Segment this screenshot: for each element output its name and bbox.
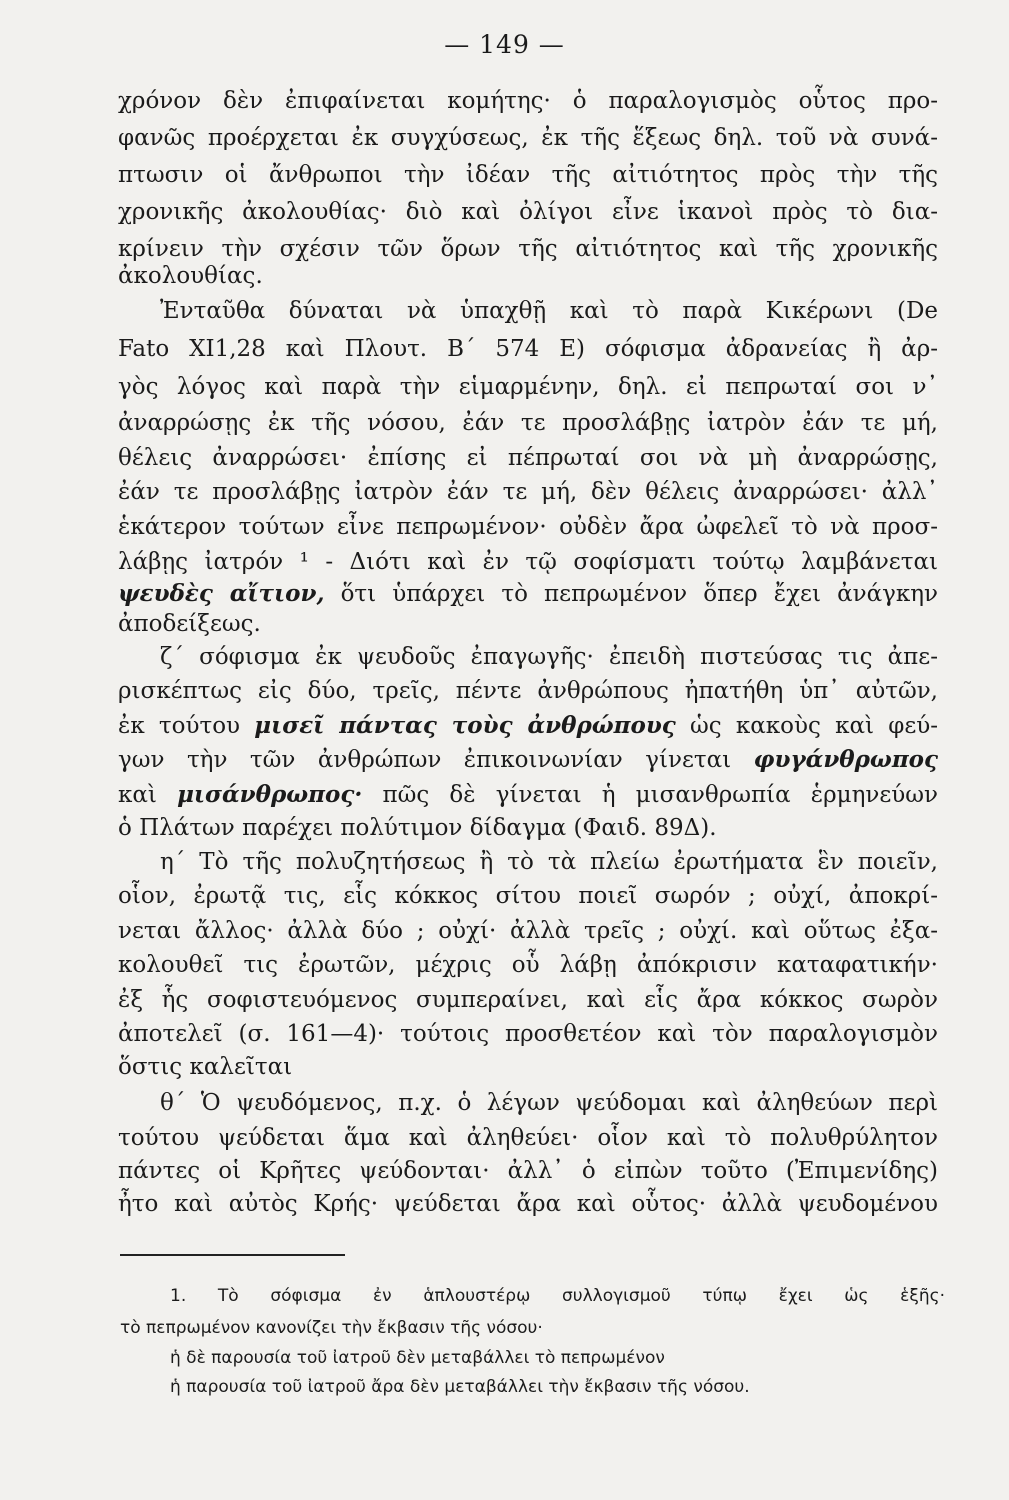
- text-line: πάντες οἱ Κρῆτες ψεύδονται· ἀλλ᾽ ὁ εἰπὼν τοῦτο (Ἐπιμενίδης): [118, 1158, 938, 1184]
- paragraph-start: Ἐνταῦθα δύναται νὰ ὑπαχθῇ καὶ τὸ παρὰ Κικέρωνι (De: [160, 298, 938, 324]
- footnote-line: 1. Τὸ σόφισμα ἐν ἁπλουστέρῳ συλλογισμοῦ τύπῳ ἔχει ὡς ἑξῆς·: [170, 1286, 945, 1306]
- footnote-divider: [120, 1254, 345, 1256]
- text-line: ἀναρρώσῃς ἐκ τῆς νόσου, ἐάν τε προσλάβῃς ἰατρὸν ἐάν τε μή,: [118, 410, 938, 436]
- text-line: κρίνειν τὴν σχέσιν τῶν ὅρων τῆς αἰτιότητος καὶ τῆς χρονικῆς: [118, 236, 938, 262]
- page-number: — 149 —: [444, 30, 565, 59]
- emphasis-text: ψευδὲς αἴτιον,: [118, 580, 325, 607]
- text-span: πῶς δὲ γίνεται ἡ μισανθρωπία ἑρμηνεύων: [362, 782, 938, 808]
- emphasis-text: μισάνθρωπος·: [177, 781, 363, 808]
- text-line: ἀποδείξεως.: [118, 611, 261, 637]
- text-line: κολουθεῖ τις ἐρωτῶν, μέχρις οὗ λάβῃ ἀπόκρισιν καταφατικήν·: [118, 952, 938, 978]
- text-line: ἐξ ἧς σοφιστευόμενος συμπεραίνει, καὶ εἷς ἄρα κόκκος σωρὸν: [118, 987, 938, 1013]
- text-line: [118, 577, 938, 611]
- text-line: ἑκάτερον τούτων εἶνε πεπρωμένον· οὐδὲν ἄρα ὠφελεῖ τὸ νὰ προσ-: [118, 514, 938, 540]
- text-line: πτωσιν οἱ ἄνθρωποι τὴν ἰδέαν τῆς αἰτιότητος πρὸς τὴν τῆς: [118, 162, 938, 188]
- text-line: χρονικῆς ἀκολουθίας· διὸ καὶ ὀλίγοι εἶνε ἱκανοὶ πρὸς τὸ δια-: [118, 199, 938, 225]
- text-line: ἀποτελεῖ (σ. 161—4)· τούτοις προσθετέον καὶ τὸν παραλογισμὸν: [118, 1021, 938, 1047]
- text-span: γων τὴν τῶν ἀνθρώπων ἐπικοινωνίαν γίνεται: [118, 747, 754, 773]
- text-span: ὅτι ὑπάρχει τὸ πεπρωμένον ὅπερ ἔχει ἀνάγκην: [324, 581, 938, 607]
- text-line: ὁ Πλάτων παρέχει πολύτιμον δίδαγμα (Φαιδ. 89Δ).: [118, 815, 717, 841]
- text-line: [118, 709, 938, 743]
- text-line: ἀκολουθίας.: [118, 263, 263, 289]
- text-span: καὶ: [118, 782, 178, 808]
- text-line: ἐάν τε προσλάβῃς ἰατρὸν ἐάν τε μή, δὲν θέλεις ἀναρρώσει· ἀλλ᾽: [118, 479, 938, 505]
- text-span: ἐκ τούτου: [118, 713, 255, 739]
- text-line: τούτου ψεύδεται ἅμα καὶ ἀληθεύει· οἷον καὶ τὸ πολυθρύλητον: [118, 1125, 938, 1151]
- text-line: χρόνον δὲν ἐπιφαίνεται κομήτης· ὁ παραλογισμὸς οὗτος προ-: [118, 88, 938, 114]
- text-line: ρισκέπτως εἰς δύο, τρεῖς, πέντε ἀνθρώπους ἠπατήθη ὑπ᾽ αὐτῶν,: [118, 678, 938, 704]
- text-line: νεται ἄλλος· ἀλλὰ δύο ; οὐχί· ἀλλὰ τρεῖς ; οὐχί. καὶ οὕτως ἐξα-: [118, 918, 938, 944]
- text-line: θέλεις ἀναρρώσει· ἐπίσης εἰ πέπρωταί σοι νὰ μὴ ἀναρρώσῃς,: [118, 445, 938, 471]
- footnote-line: ἡ παρουσία τοῦ ἰατροῦ ἄρα δὲν μεταβάλλει τὴν ἔκβασιν τῆς νόσου.: [170, 1377, 750, 1397]
- emphasis-text: φυγάνθρωπος: [753, 746, 938, 773]
- text-span: ὡς κακοὺς καὶ φεύ-: [675, 713, 938, 739]
- text-line: φανῶς προέρχεται ἐκ συγχύσεως, ἐκ τῆς ἕξεως δηλ. τοῦ νὰ συνά-: [118, 125, 938, 151]
- footnote-line: ἡ δὲ παρουσία τοῦ ἰατροῦ δὲν μεταβάλλει τὸ πεπρωμένον: [170, 1348, 665, 1368]
- text-line: [118, 743, 938, 777]
- paragraph-start: θ΄ Ὁ ψευδόμενος, π.χ. ὁ λέγων ψεύδομαι καὶ ἀληθεύων περὶ: [160, 1090, 938, 1116]
- text-line: Fato XI1,28 καὶ Πλουτ. Β΄ 574 Ε) σόφισμα ἀδρανείας ἢ ἀρ-: [118, 336, 938, 362]
- text-line: ἦτο καὶ αὐτὸς Κρής· ψεύδεται ἄρα καὶ οὗτος· ἀλλὰ ψευδομένου: [118, 1191, 938, 1217]
- text-line: γὸς λόγος καὶ παρὰ τὴν εἱμαρμένην, δηλ. εἰ πεπρωταί σοι ν᾽: [118, 374, 938, 400]
- text-line: λάβῃς ἰατρόν ¹ - Διότι καὶ ἐν τῷ σοφίσματι τούτῳ λαμβάνεται: [118, 549, 938, 575]
- footnote-line: τὸ πεπρωμένον κανονίζει τὴν ἔκβασιν τῆς νόσου·: [120, 1318, 543, 1338]
- paragraph-start: ζ΄ σόφισμα ἐκ ψευδοῦς ἐπαγωγῆς· ἐπειδὴ πιστεύσας τις ἀπε-: [160, 644, 938, 670]
- paragraph-start: η΄ Τὸ τῆς πολυζητήσεως ἢ τὸ τὰ πλείω ἐρωτήματα ἓν ποιεῖν,: [160, 849, 938, 875]
- emphasis-text: μισεῖ πάντας τοὺς ἀνθρώπους: [254, 712, 676, 739]
- text-line: [118, 778, 938, 812]
- text-line: οἷον, ἐρωτᾷ τις, εἷς κόκκος σίτου ποιεῖ σωρόν ; οὐχί, ἀποκρί-: [118, 883, 938, 909]
- text-line: ὅστις καλεῖται: [118, 1054, 293, 1080]
